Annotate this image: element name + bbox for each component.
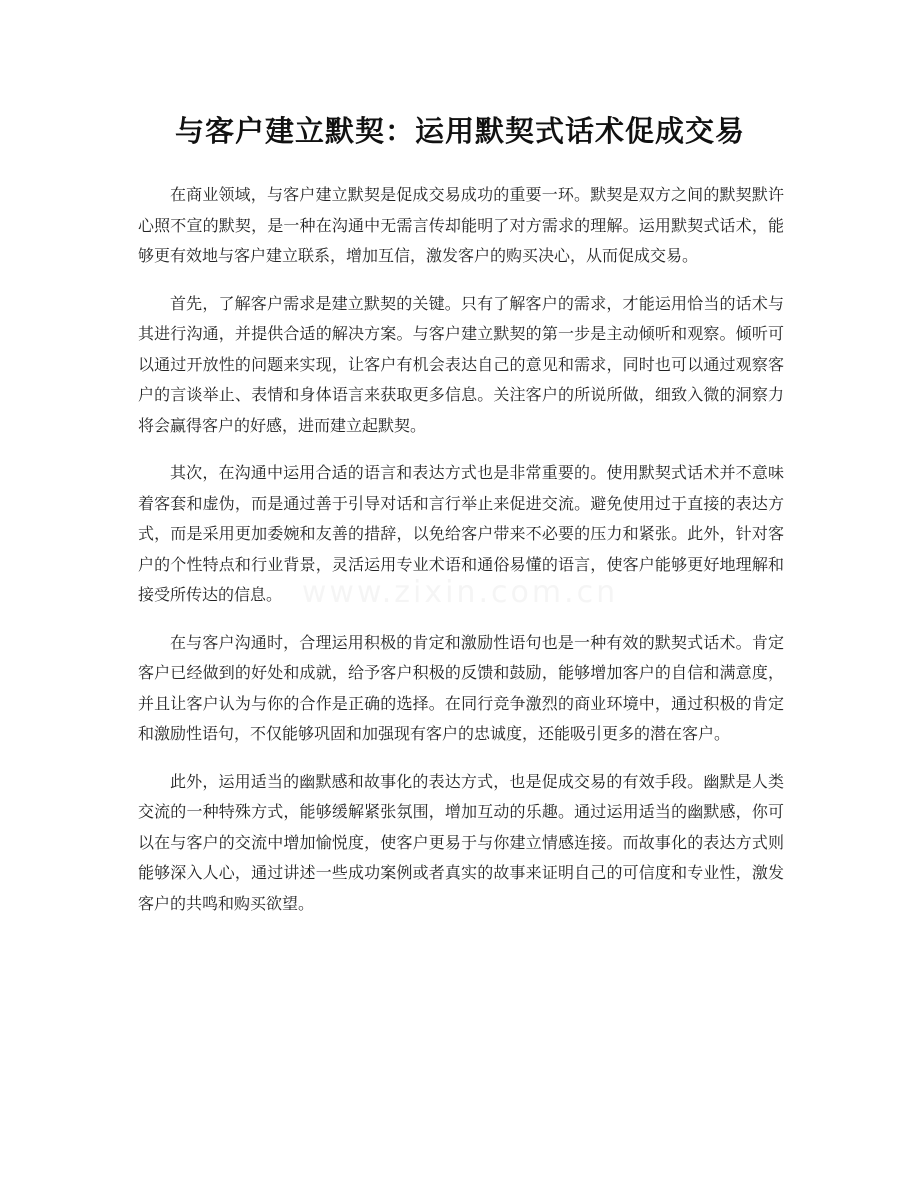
paragraph-understand-needs: 首先，了解客户需求是建立默契的关键。只有了解客户的需求，才能运用恰当的话术与其进行沟通，并提供合适的解决方案。与客户建立默契的第一步是主动倾听和观察。倾听可以通过开放性的问题来实现，让客户有机会表达自己的意见和需求，同时也可以通过观察客户的言谈举止、表情和身体语言来获取更多信息。关注客户的所说所做，细致入微的洞察力将会赢得客户的好感，进而建立起默契。 (138, 293, 784, 435)
watermark: www.zixin.com.cn (301, 575, 619, 610)
paragraph-humor-storytelling: 此外，运用适当的幽默感和故事化的表达方式，也是促成交易的有效手段。幽默是人类交流的一种特殊方式，能够缓解紧张氛围，增加互动的乐趣。通过运用适当的幽默感，你可以在与客户的交流中增加愉悦度，使客户更易于与你建立情感连接。而故事化的表达方式则能够深入人心，通过讲述一些成功案例或者真实的故事来证明自己的可信度和专业性，激发客户的共鸣和购买欲望。 (138, 771, 784, 913)
paragraph-intro: 在商业领域，与客户建立默契是促成交易成功的重要一环。默契是双方之间的默契默许心照不宣的默契，是一种在沟通中无需言传却能明了对方需求的理解。运用默契式话术，能够更有效地与客户建立联系，增加互信，激发客户的购买决心，从而促成交易。 (138, 185, 784, 265)
document-body (138, 180, 784, 936)
paragraph-language-expression: 其次，在沟通中运用合适的语言和表达方式也是非常重要的。使用默契式话术并不意味着客套和虚伪，而是通过善于引导对话和言行举止来促进交流。避免使用过于直接的表达方式，而是采用更加委婉和友善的措辞，以免给客户带来不必要的压力和紧张。此外，针对客户的个性特点和行业背景，灵活运用专业术语和通俗易懂的语言，使客户能够更好地理解和接受所传达的信息。 (138, 463, 784, 604)
paragraph-positive-affirmation: 在与客户沟通时，合理运用积极的肯定和激励性语句也是一种有效的默契式话术。肯定客户已经做到的好处和成就，给予客户积极的反馈和鼓励，能够增加客户的自信和满意度，并且让客户认为与你的合作是正确的选择。在同行竞争激烈的商业环境中，通过积极的肯定和激励性语句，不仅能够巩固和加强现有客户的忠诚度，还能吸引更多的潜在客户。 (138, 632, 784, 743)
document-title: 与客户建立默契：运用默契式话术促成交易 (174, 114, 745, 148)
